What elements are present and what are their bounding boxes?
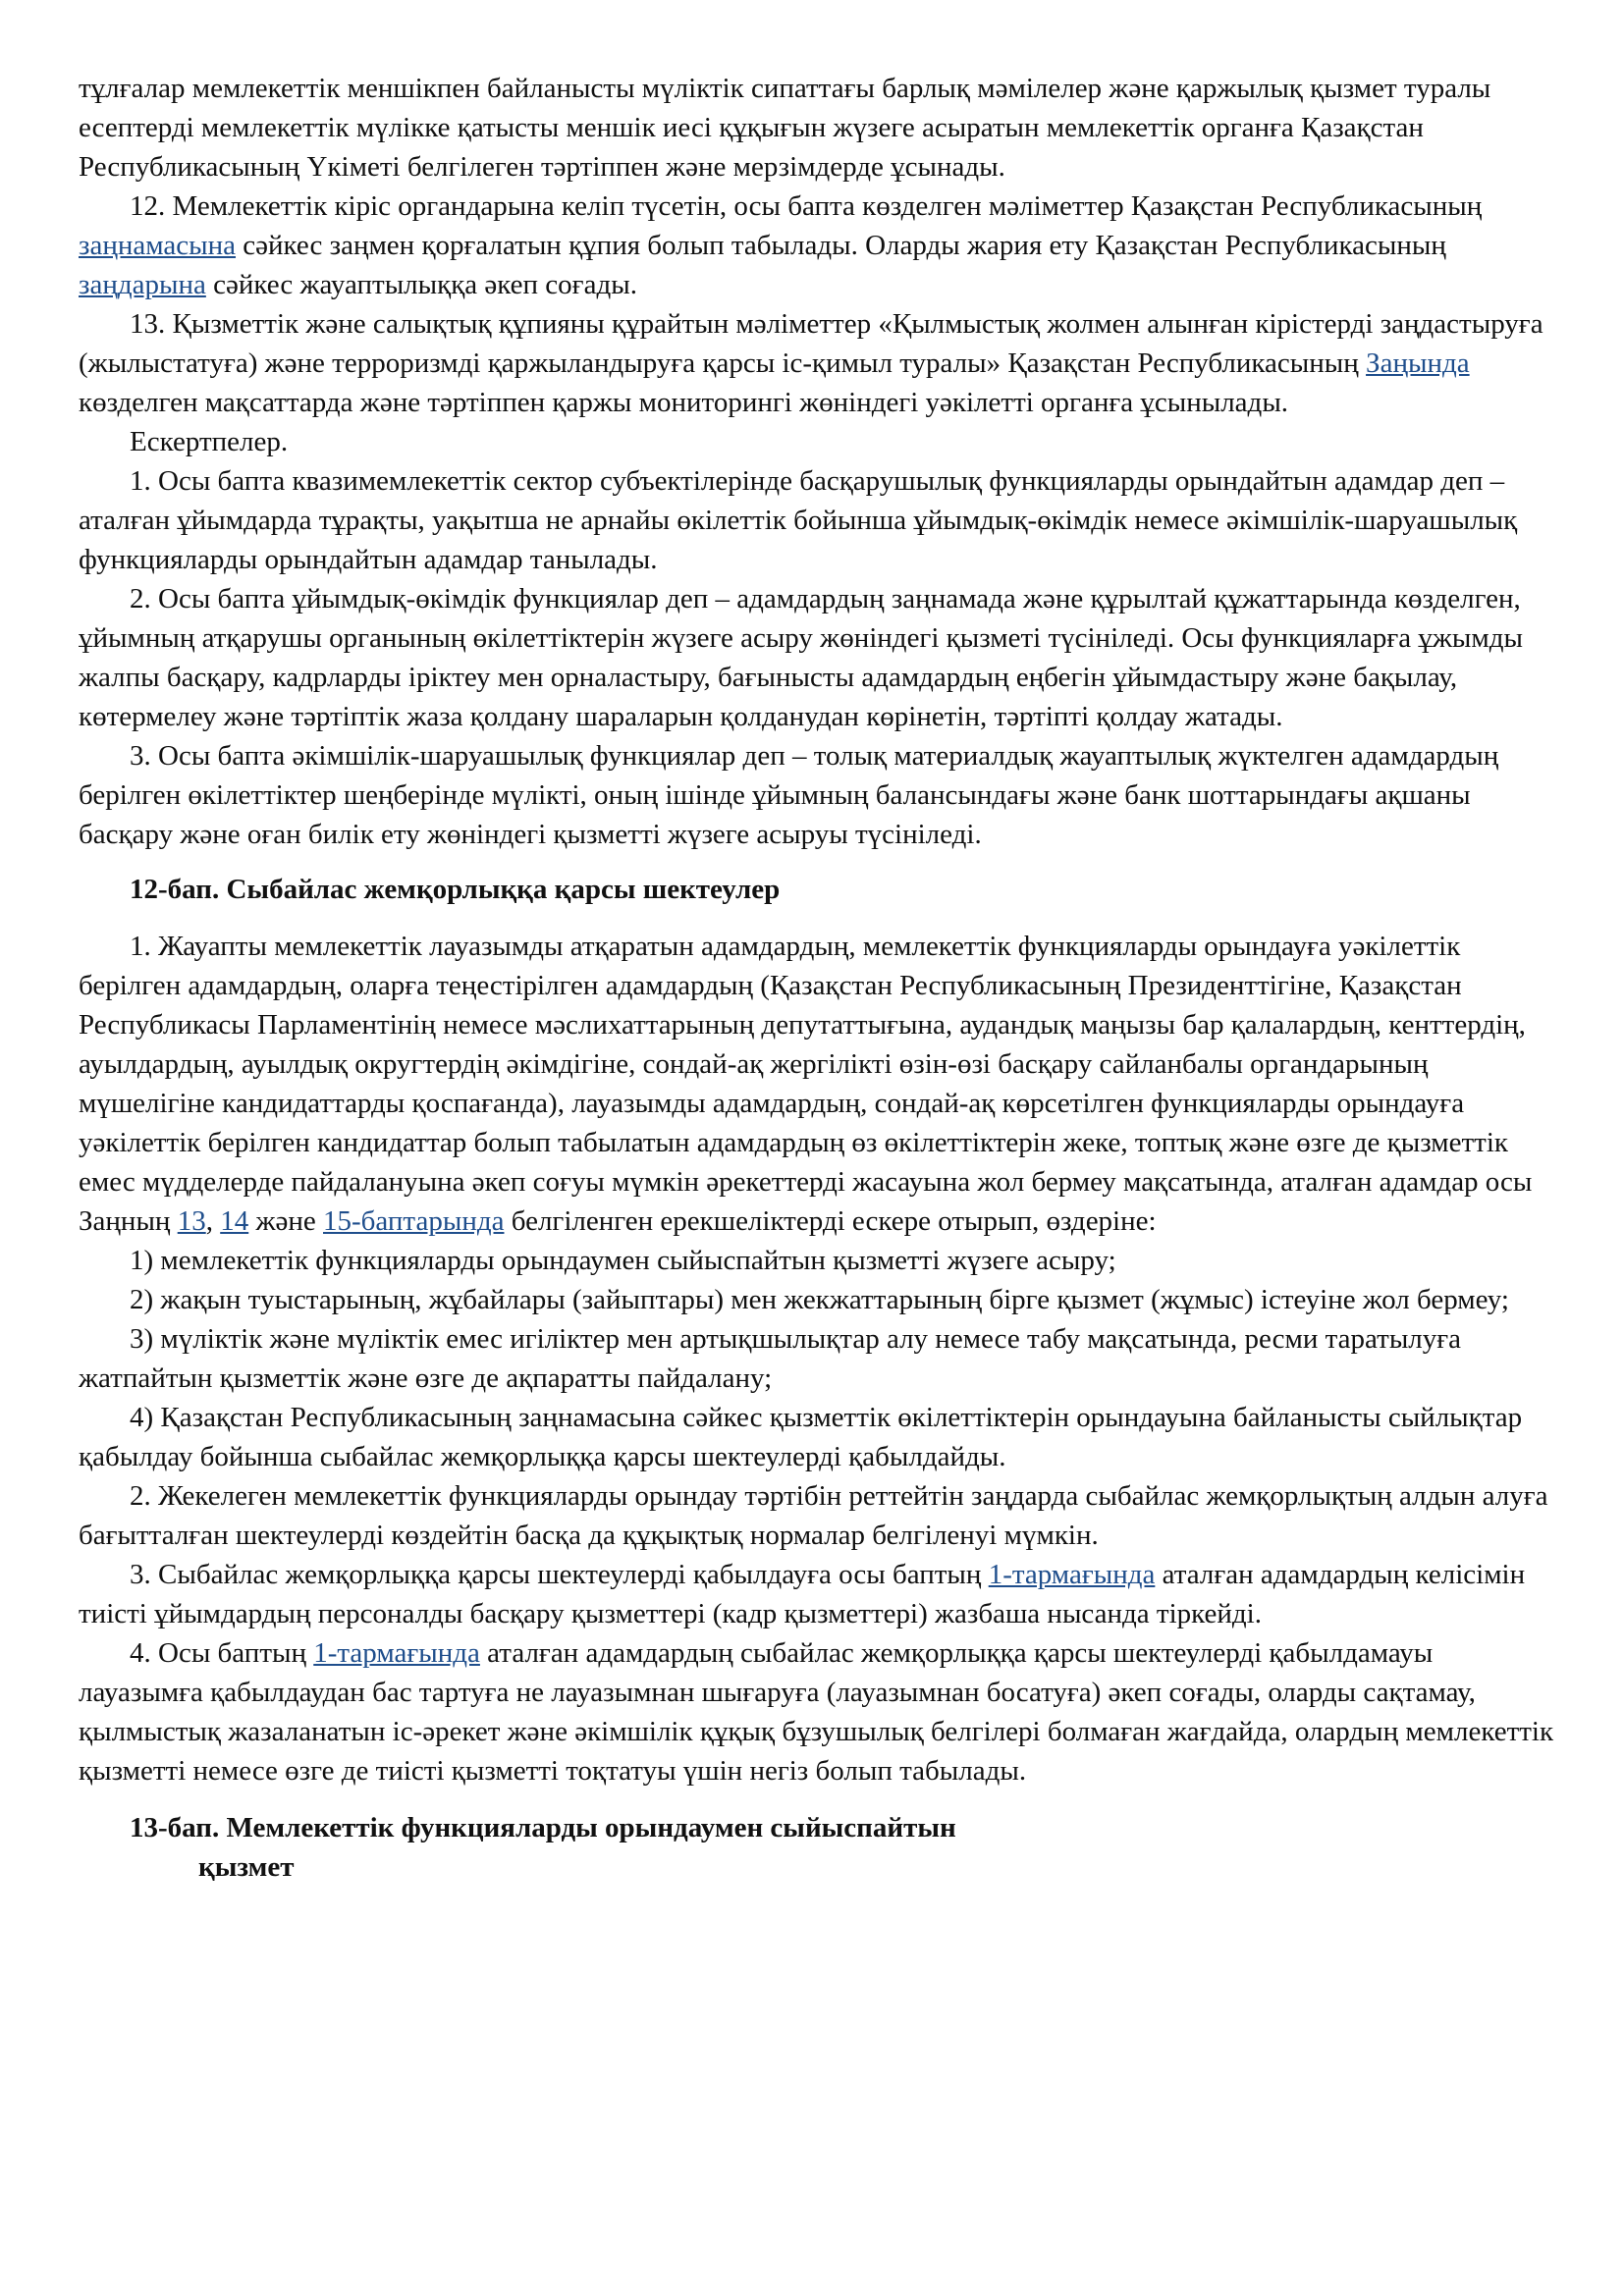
law-link[interactable]: заңдарына <box>79 269 206 300</box>
heading-line: 13-бап. Мемлекеттік функцияларды орындаумен сыйыспайтын <box>130 1812 956 1843</box>
clause-link[interactable]: 1-тармағында <box>988 1559 1156 1590</box>
paragraph <box>79 304 1561 422</box>
paragraph <box>79 1555 1561 1633</box>
text: аталған адамдардың сыбайлас жемқорлыққа қарсы шектеулерді қабылдамауы лауазымға қабылдаудан бас тартуға не лауазымнан шығаруға (лауазымнан босатуға) әкеп соғады, оларды сақтамау, қылмыстық жазаланатын іс-әрекет және әкімшілік құқық бұзушылық белгілері болмаған жағдайда, олардың мемлекеттік қызметті немесе өзге де тиісті қызметті тоқтатуы үшін негіз болып табылады. <box>79 1637 1554 1787</box>
text: , <box>205 1205 221 1237</box>
law-link[interactable]: Заңында <box>1366 347 1470 379</box>
paragraph <box>79 187 1561 304</box>
law-link[interactable]: заңнамасына <box>79 230 237 261</box>
heading-line: қызмет <box>198 1851 295 1883</box>
note: 3. Осы бапта әкімшілік-шаруашылық функциялар деп – толық материалдық жауаптылық жүктелген адамдардың берілген өкілеттіктер шеңберінде мүлікті, оның ішінде ұйымның балансындағы және банк шоттарындағы ақшаны басқару және оған билік ету жөніндегі қызметті жүзеге асыруы түсініледі. <box>79 740 1499 850</box>
paragraph: тұлғалар мемлекеттік меншікпен байланысты мүліктік сипаттағы барлық мәмілелер және қаржылық қызмет туралы есептерді мемлекеттік мүлікке қатысты меншік иесі құқығын жүзеге асыратын мемлекеттік органға Қазақстан Республикасының Үкіметі белгілеген тәртіппен және мерзімдерде ұсынады. <box>79 73 1491 183</box>
paragraph: 2. Жекелеген мемлекеттік функцияларды орындау тәртібін реттейтін заңдарда сыбайлас жемқорлықтың алдын алуға бағытталған шектеулерді көздейтін басқа да құқықтық нормалар белгіленуі мүмкін. <box>79 1480 1548 1551</box>
list-item: 4) Қазақстан Республикасының заңнамасына сәйкес қызметтік өкілеттіктерін орындауына байланысты сыйлықтар қабылдау бойынша сыбайлас жемқорлыққа қарсы шектеулерді қабылдайды. <box>79 1402 1523 1472</box>
article-link[interactable]: 14 <box>220 1205 249 1237</box>
text: 1. Жауапты мемлекеттік лауазымды атқаратын адамдардың, мемлекеттік функцияларды орындауға уәкілеттік берілген адамдардың, оларға теңестірілген адамдардың (Қазақстан Республикасының Президенттігіне, Қазақстан Республикасы Парламентінің немесе мәслихаттарының депутаттығына, аудандық маңызы бар қалалардың, кенттердің, ауылдардың, ауылдық округтердің әкімдігіне, сондай-ақ жергілікті өзін-өзі басқару сайланбалы органдарының мүшелігіне кандидаттарды қоспағанда), лауазымды адамдардың, сондай-ақ көрсетілген функцияларды орындауға уәкілеттік берілген кандидаттар болып табылатын адамдардың өз өкілеттіктерін жеке, топтық және өзге де қызметтік емес мүдделерде пайдалануына әкеп соғуы мүмкін әрекеттерді жасауына жол бермеу мақсатында, аталған адамдар осы Заңның <box>79 931 1533 1237</box>
article-heading: 12-бап. Сыбайлас жемқорлыққа қарсы шектеулер <box>130 874 781 905</box>
note: 2. Осы бапта ұйымдық-өкімдік функциялар деп – адамдардың заңнамада және құрылтай құжаттарында көзделген, ұйымның атқарушы органының өкілеттіктерін жүзеге асыру жөніндегі қызметі түсініледі. Осы функцияларға ұжымды жалпы басқару, кадрларды іріктеу мен орналастыру, бағынысты адамдардың еңбегін ұйымдастыру және бақылау, көтермелеу және тәртіптік жаза қолдану шараларын қолданудан көрінетін, тәртіпті қолдау жатады. <box>79 583 1523 732</box>
article-link[interactable]: 13 <box>177 1205 206 1237</box>
text: 12. Мемлекеттік кіріс органдарына келіп түсетін, осы бапта көзделген мәліметтер Қазақстан Республикасының <box>130 190 1483 222</box>
clause-link[interactable]: 1-тармағында <box>313 1637 480 1669</box>
notes-title: Ескертпелер. <box>130 426 289 457</box>
paragraph <box>79 1633 1561 1790</box>
text: сәйкес заңмен қорғалатын құпия болып табылады. Оларды жария ету Қазақстан Республикасының <box>236 230 1446 261</box>
text: және <box>248 1205 324 1237</box>
text: көзделген мақсаттарда және тәртіппен қаржы мониторингі жөніндегі уәкілетті органға ұсынылады. <box>79 387 1289 418</box>
text: аталған адамдардың келісімін тиісті ұйымдардың персоналды басқару қызметтері (кадр қызметтері) жазбаша нысанда тіркейді. <box>79 1559 1526 1629</box>
document-page <box>79 69 1561 1887</box>
text: 4. Осы баптың <box>130 1637 314 1669</box>
list-item: 2) жақын туыстарының, жұбайлары (зайыптары) мен жекжаттарының бірге қызмет (жұмыс) істеуіне жол бермеу; <box>130 1284 1509 1315</box>
text: 13. Қызметтік және салықтық құпияны құрайтын мәліметтер «Қылмыстық жолмен алынған кірістерді заңдастыруға (жылыстатуға) және терроризмді қаржыландыруға қарсы іс-қимыл туралы» Қазақстан Республикасының <box>79 308 1543 379</box>
article-heading <box>130 1808 1561 1887</box>
text: 3. Сыбайлас жемқорлыққа қарсы шектеулерді қабылдауға осы баптың <box>130 1559 989 1590</box>
list-item: 1) мемлекеттік функцияларды орындаумен сыйыспайтын қызметті жүзеге асыру; <box>130 1245 1116 1276</box>
text: белгіленген ерекшеліктерді ескере отырып, өздеріне: <box>504 1205 1157 1237</box>
text: сәйкес жауаптылыққа әкеп соғады. <box>205 269 637 300</box>
article-link[interactable]: 15-баптарында <box>323 1205 505 1237</box>
list-item: 3) мүліктік және мүліктік емес игіліктер мен артықшылықтар алу немесе табу мақсатында, ресми таратылуға жатпайтын қызметтік және өзге де ақпаратты пайдалану; <box>79 1323 1462 1394</box>
note: 1. Осы бапта квазимемлекеттік сектор субъектілерінде басқарушылық функцияларды орындайтын адамдар деп – аталған ұйымдарда тұрақты, уақытша не арнайы өкілеттік бойынша ұйымдық-өкімдік немесе әкімшілік-шаруашылық функцияларды орындайтын адамдар танылады. <box>79 465 1518 575</box>
paragraph <box>79 927 1561 1241</box>
